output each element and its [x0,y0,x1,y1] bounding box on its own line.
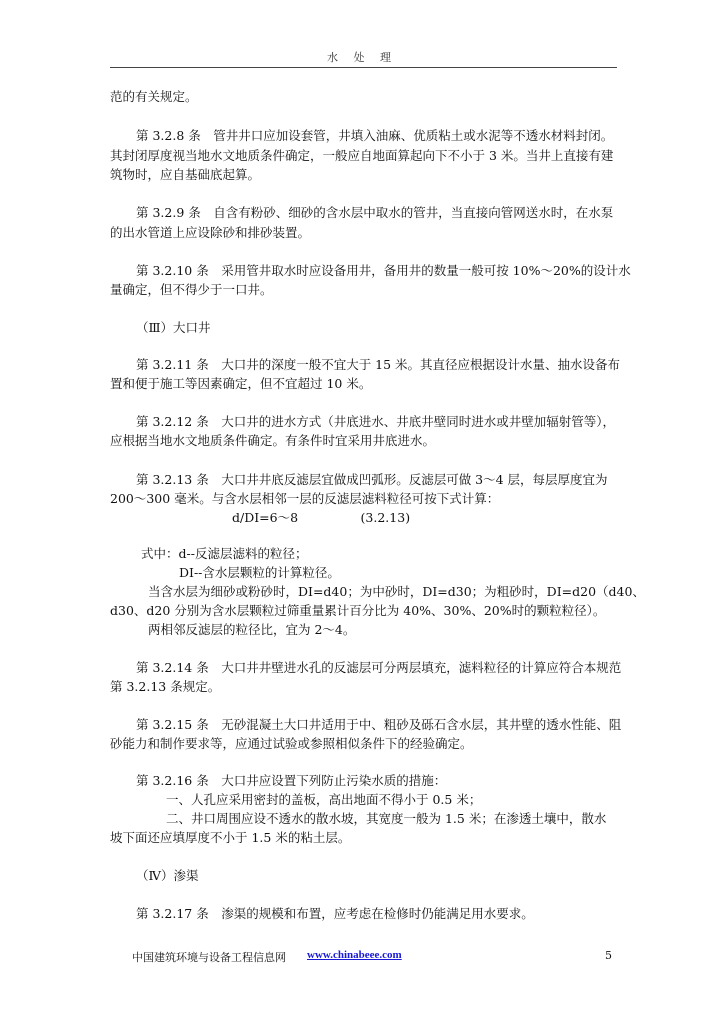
list-item: 二、井口周围应设不透水的散水坡，其宽度一般为 1.5 米；在渗透土壤中，散水 [166,811,607,826]
body-line: 筑物时，应自基础底起算。 [110,167,261,182]
body-line: 当含水层为细砂或粉砂时，DI=d40；为中砂时，DI=d30；为粗砂时，DI=d20（d40、 [148,584,645,599]
footer-site-name: 中国建筑环境与设备工程信息网 [132,951,286,964]
body-line: 的出水管道上应设除砂和排砂装置。 [110,225,311,240]
page-number: 5 [605,949,612,962]
section-heading-iii: （Ⅲ）大口井 [136,320,211,335]
section-heading-iv: （Ⅳ）渗渠 [136,868,199,883]
body-line: d30、d20 分别为含水层颗粒过筛重量累计百分比为 40%、30%、20%时的颗粒粒径）。 [110,603,606,618]
body-line: 200～300 毫米。与含水层相邻一层的反滤层滤料粒径可按下式计算： [110,491,500,506]
clause-3-2-8: 第 3.2.8 条 管井井口应加设套管，井填入油麻、优质粘土或水泥等不透水材料封闭。 [136,128,614,143]
formula-legend: DI--含水层颗粒的计算粒径。 [179,565,340,580]
body-line: 砂能力和制作要求等，应通过试验或参照相似条件下的经验确定。 [110,736,473,751]
header-divider [110,67,617,68]
body-line: 置和便于施工等因素确定，但不宜超过 10 米。 [110,376,372,391]
formula-3-2-13: d/DI=6～8 (3.2.13) [232,510,411,525]
formula-legend: 式中：d--反滤层滤料的粒径； [141,546,308,561]
clause-3-2-12: 第 3.2.12 条 大口井的进水方式（井底进水、井底井壁同时进水或井壁加辐射管等）， [136,414,615,429]
body-line: 应根据当地水文地质条件确定。有条件时宜采用井底进水。 [110,433,436,448]
body-line: 坡下面还应填厚度不小于 1.5 米的粘土层。 [110,830,351,845]
list-item: 一、人孔应采用密封的盖板，高出地面不得小于 0.5 米； [166,792,482,807]
body-line: 其封闭厚度视当地水文地质条件确定，一般应自地面算起向下不小于 3 米。当井上直接有建 [110,148,614,163]
clause-3-2-15: 第 3.2.15 条 无砂混凝土大口井适用于中、粗砂及砾石含水层，其井壁的透水性能、阻 [136,717,622,732]
clause-3-2-9: 第 3.2.9 条 自含有粉砂、细砂的含水层中取水的管井，当直接向管网送水时，在水泵 [136,205,614,220]
body-line: 第 3.2.13 条规定。 [110,679,221,694]
page-header-title: 水 处 理 [327,51,397,64]
footer-url-link[interactable]: www.chinabeee.com [307,949,402,961]
body-line: 两相邻反滤层的粒径比，宜为 2～4。 [148,622,356,637]
clause-3-2-10: 第 3.2.10 条 采用管井取水时应设备用井，备用井的数量一般可按 10%～20%的设计水 [136,263,631,278]
clause-3-2-14: 第 3.2.14 条 大口井井壁进水孔的反滤层可分两层填充，滤料粒径的计算应符合本规范 [136,660,622,675]
clause-3-2-17: 第 3.2.17 条 渗渠的规模和布置，应考虑在检修时仍能满足用水要求。 [136,906,534,921]
clause-3-2-11: 第 3.2.11 条 大口井的深度一般不宜大于 15 米。其直径应根据设计水量、抽水设备布 [136,357,621,372]
clause-3-2-13: 第 3.2.13 条 大口井井底反滤层宜做成凹弧形。反滤层可做 3～4 层，每层厚度宜为 [136,472,608,487]
clause-3-2-16: 第 3.2.16 条 大口井应设置下列防止污染水质的措施： [136,773,447,788]
body-line: 量确定，但不得少于一口井。 [110,282,273,297]
body-line: 范的有关规定。 [110,89,198,104]
